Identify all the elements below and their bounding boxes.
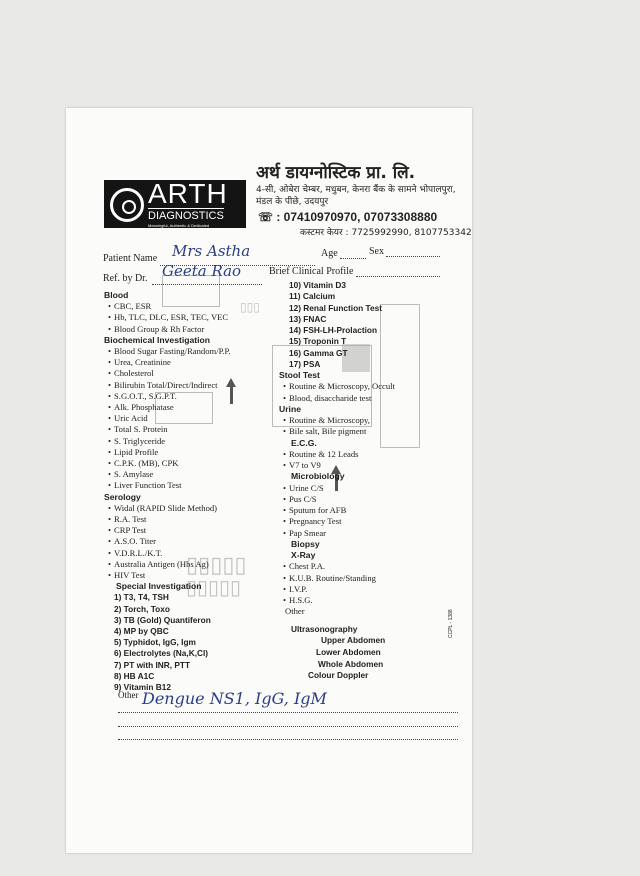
test-item: 10) Vitamin D3 <box>289 280 347 290</box>
test-item: • Bilirubin Total/Direct/Indirect <box>108 380 218 390</box>
test-item: • S. Triglyceride <box>108 436 165 446</box>
clinical-profile-line <box>356 276 440 277</box>
section-heading: Biopsy <box>291 538 320 549</box>
test-item: • Blood, disaccharide test <box>283 393 371 403</box>
test-item: • S. Amylase <box>108 469 153 479</box>
arrow-icon <box>230 386 233 404</box>
test-item: 16) Gamma GT <box>289 347 348 358</box>
test-item: 13) FNAC <box>289 313 327 324</box>
test-item: • Routine & Microscopy, <box>283 415 370 425</box>
test-item: • Chest P.A. <box>283 561 325 571</box>
test-item: 12) Renal Function Test <box>289 302 382 313</box>
section-heading: E.C.G. <box>291 437 317 448</box>
section-heading: Biochemical Investigation <box>104 334 211 345</box>
test-item: • Australia Antigen (Hbs Ag) <box>108 559 209 569</box>
company-address: 4-सी, ओबेरा चेम्बर, मधुबन, केनरा बैंक के सामने भोपालपुरा, मंडल के पीछे, उदयपुर <box>256 185 456 207</box>
sex-label: Sex <box>369 246 384 257</box>
section-heading: X-Ray <box>291 550 316 560</box>
test-item: 11) Calcium <box>289 291 336 302</box>
faded-stamp: ▯▯▯ <box>240 300 260 314</box>
test-item: • Total S. Protein <box>108 424 168 434</box>
test-item: 6) Electrolytes (Na,K,Cl) <box>114 648 209 659</box>
test-item: • A.S.O. Titer <box>108 536 156 546</box>
test-item: • Sputum for AFB <box>283 505 346 515</box>
test-item: 15) Troponin T <box>289 336 347 347</box>
test-item: • Pregnancy Test <box>283 516 341 526</box>
usg-item: Lower Abdomen <box>316 647 381 657</box>
faded-stamp: ▯▯▯▯▯ <box>186 552 247 577</box>
ref-doctor-line <box>152 284 262 285</box>
ref-doctor-label: Ref. by Dr. <box>103 273 148 284</box>
test-item: • R.A. Test <box>108 514 146 524</box>
test-item: • Urea, Creatinine <box>108 357 171 367</box>
test-item: • K.U.B. Routine/Standing <box>283 573 376 583</box>
logo-mark-icon <box>110 188 144 222</box>
sex-line <box>386 256 440 257</box>
handwritten-tests: Dengue NS1, IgG, IgM <box>142 689 327 708</box>
section-heading: Microbiology <box>291 471 345 482</box>
test-item: • Cholesterol <box>108 368 154 378</box>
test-item: • Urine C/S <box>283 483 324 493</box>
test-item: • Blood Group & Rh Factor <box>108 324 204 334</box>
test-item: 9) Vitamin B12 <box>114 682 172 692</box>
test-item: 8) HB A1C <box>114 670 155 681</box>
test-item: • CRP Test <box>108 525 146 535</box>
test-item: 3) TB (Gold) Quantiferon <box>114 614 211 625</box>
logo-subtitle: DIAGNOSTICS <box>148 210 224 222</box>
test-item: • Blood Sugar Fasting/Random/P.P. <box>108 346 231 356</box>
phone-customer-care: कस्टमर केयर : 7725992990, 8107753342 <box>300 228 472 238</box>
test-item: • S.G.O.T., S.G.P.T. <box>108 391 177 401</box>
faded-stamp: ▯▯▯▯▯ <box>186 577 242 599</box>
test-item: • Pap Smear <box>283 528 326 538</box>
test-item: 1) T3, T4, TSH <box>114 592 169 603</box>
section-heading: Special Investigation <box>116 581 202 592</box>
ref-doctor-value: Geeta Rao <box>162 262 242 280</box>
patient-name-value: Mrs Astha <box>172 242 251 260</box>
test-item: • Pus C/S <box>283 494 316 504</box>
usg-item: Colour Doppler <box>308 670 369 680</box>
test-item: • Routine & 12 Leads <box>283 449 358 459</box>
other-line <box>118 726 458 727</box>
test-item: • H.S.G. <box>283 595 313 605</box>
test-item: • HIV Test <box>108 570 145 580</box>
age-line <box>340 258 366 259</box>
test-item: • CBC, ESR <box>108 301 151 311</box>
test-item: • I.V.P. <box>283 584 307 594</box>
test-item: • C.P.K. (MB), CPK <box>108 458 179 468</box>
other-label: Other <box>118 690 139 700</box>
other-line <box>118 739 458 740</box>
arth-logo <box>104 180 246 228</box>
test-item: • Bile salt, Bile pigment <box>283 426 366 436</box>
test-item: • Widal (RAPID Slide Method) <box>108 503 217 513</box>
usg-item: Whole Abdomen <box>318 659 384 669</box>
test-item: • Alk. Phosphatase <box>108 402 174 412</box>
test-item: 7) PT with INR, PTT <box>114 659 191 670</box>
test-item: 5) Typhidot, IgG, Igm <box>114 637 196 648</box>
section-heading: Serology <box>104 491 141 502</box>
test-item: 2) Torch, Toxo <box>114 603 170 614</box>
test-item: 14) FSH-LH-Prolaction <box>289 325 378 335</box>
company-name-hindi: अर्थ डायग्नोस्टिक प्रा. लि. <box>256 163 416 183</box>
test-item: 17) PSA <box>289 358 321 369</box>
test-item: • Uric Acid <box>108 413 148 423</box>
test-item: Other <box>285 606 305 617</box>
age-label: Age <box>321 248 338 259</box>
test-item: • Routine & Microscopy, Occult <box>283 381 395 391</box>
test-item: • Hb, TLC, DLC, ESR, TEC, VEC <box>108 312 228 322</box>
section-heading: Stool Test <box>279 370 320 380</box>
section-heading: Blood <box>104 290 129 300</box>
logo-tagline: Meaningful, Authentic & Dedicated <box>148 223 210 228</box>
form-code: CCPL - 1388 <box>448 609 454 638</box>
test-item: • V7 to V9 <box>283 460 321 470</box>
other-line <box>118 712 458 713</box>
test-item: 4) MP by QBC <box>114 626 169 636</box>
logo-wordmark: ARTH <box>148 178 228 209</box>
section-heading: Urine <box>279 403 301 414</box>
faded-box <box>380 304 420 448</box>
test-item: • Liver Function Test <box>108 480 182 490</box>
test-item: • V.D.R.L./K.T. <box>108 548 162 558</box>
patient-name-label: Patient Name <box>103 253 158 264</box>
usg-item: Upper Abdomen <box>321 635 386 645</box>
usg-title: Ultrasonography <box>291 624 358 634</box>
phone-main: ☏ : 07410970970, 07073308880 <box>258 210 438 224</box>
test-item: • Lipid Profile <box>108 447 158 457</box>
clinical-profile-label: Brief Clinical Profile <box>269 266 354 277</box>
